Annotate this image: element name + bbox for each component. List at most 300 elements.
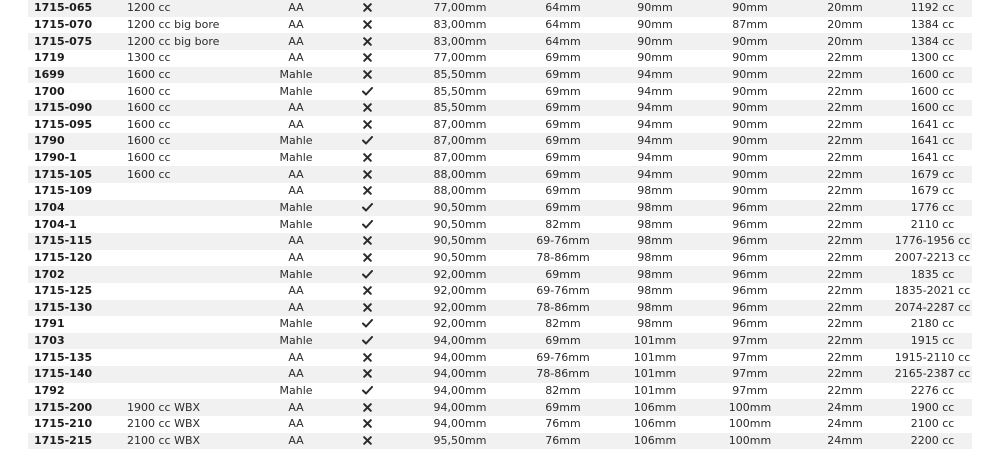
part-number-cell: 1699 <box>28 67 121 84</box>
cross-icon <box>363 417 372 431</box>
cross-icon <box>363 184 372 198</box>
displacement-cell: 2007-2213 cc <box>893 250 972 267</box>
bore-cell: 94,00mm <box>401 333 519 350</box>
brand-cell: AA <box>259 166 333 183</box>
part-number-cell: 1715-065 <box>28 0 121 17</box>
table-row <box>28 416 972 433</box>
cross-icon <box>363 101 372 115</box>
description-cell: 1600 cc <box>121 166 259 183</box>
dimension-a-cell: 94mm <box>607 83 703 100</box>
displacement-cell: 2200 cc <box>893 433 972 450</box>
pin-cell: 20mm <box>797 33 893 50</box>
check-icon <box>362 218 373 232</box>
dimension-a-cell: 98mm <box>607 233 703 250</box>
stroke-cell: 64mm <box>519 0 607 17</box>
pin-cell: 22mm <box>797 200 893 217</box>
bore-cell: 90,50mm <box>401 233 519 250</box>
pin-cell: 22mm <box>797 100 893 117</box>
dimension-a-cell: 101mm <box>607 349 703 366</box>
dimension-a-cell: 90mm <box>607 50 703 67</box>
stroke-cell: 64mm <box>519 33 607 50</box>
bore-cell: 83,00mm <box>401 17 519 34</box>
bore-cell: 92,00mm <box>401 300 519 317</box>
dimension-a-cell: 106mm <box>607 433 703 450</box>
dimension-a-cell: 98mm <box>607 316 703 333</box>
part-number-cell: 1715-105 <box>28 166 121 183</box>
part-number-cell: 1704 <box>28 200 121 217</box>
stroke-cell: 82mm <box>519 383 607 400</box>
availability-cell <box>333 0 401 17</box>
cross-icon <box>363 18 372 32</box>
bore-cell: 85,50mm <box>401 100 519 117</box>
dimension-a-cell: 106mm <box>607 399 703 416</box>
description-cell <box>121 300 259 317</box>
dimension-b-cell: 97mm <box>703 366 797 383</box>
dimension-a-cell: 94mm <box>607 133 703 150</box>
part-number-cell: 1715-210 <box>28 416 121 433</box>
description-cell <box>121 333 259 350</box>
description-cell: 1600 cc <box>121 150 259 167</box>
description-cell <box>121 316 259 333</box>
bore-cell: 92,00mm <box>401 266 519 283</box>
table-row <box>28 316 972 333</box>
cross-icon <box>363 151 372 165</box>
pin-cell: 22mm <box>797 300 893 317</box>
displacement-cell: 1384 cc <box>893 17 972 34</box>
part-number-cell: 1715-115 <box>28 233 121 250</box>
dimension-b-cell: 87mm <box>703 17 797 34</box>
cross-icon <box>363 118 372 132</box>
bore-cell: 88,00mm <box>401 166 519 183</box>
table-row <box>28 133 972 150</box>
stroke-cell: 69mm <box>519 50 607 67</box>
availability-cell <box>333 399 401 416</box>
description-cell: 1300 cc <box>121 50 259 67</box>
dimension-b-cell: 96mm <box>703 200 797 217</box>
pin-cell: 22mm <box>797 116 893 133</box>
stroke-cell: 69mm <box>519 200 607 217</box>
displacement-cell: 1600 cc <box>893 83 972 100</box>
pin-cell: 22mm <box>797 333 893 350</box>
dimension-a-cell: 101mm <box>607 366 703 383</box>
pin-cell: 22mm <box>797 183 893 200</box>
stroke-cell: 64mm <box>519 17 607 34</box>
cross-icon <box>363 51 372 65</box>
bore-cell: 90,50mm <box>401 250 519 267</box>
dimension-b-cell: 90mm <box>703 0 797 17</box>
pin-cell: 20mm <box>797 17 893 34</box>
dimension-a-cell: 106mm <box>607 416 703 433</box>
displacement-cell: 1600 cc <box>893 100 972 117</box>
brand-cell: Mahle <box>259 83 333 100</box>
dimension-a-cell: 101mm <box>607 333 703 350</box>
displacement-cell: 2100 cc <box>893 416 972 433</box>
description-cell: 1600 cc <box>121 133 259 150</box>
description-cell <box>121 266 259 283</box>
dimension-b-cell: 100mm <box>703 399 797 416</box>
dimension-a-cell: 94mm <box>607 100 703 117</box>
stroke-cell: 69mm <box>519 150 607 167</box>
brand-cell: AA <box>259 50 333 67</box>
description-cell: 1600 cc <box>121 67 259 84</box>
table-row <box>28 33 972 50</box>
description-cell <box>121 216 259 233</box>
brand-cell: AA <box>259 300 333 317</box>
description-cell <box>121 383 259 400</box>
pin-cell: 24mm <box>797 433 893 450</box>
brand-cell: AA <box>259 33 333 50</box>
availability-cell <box>333 383 401 400</box>
displacement-cell: 1641 cc <box>893 116 972 133</box>
stroke-cell: 69-76mm <box>519 283 607 300</box>
pin-cell: 22mm <box>797 233 893 250</box>
availability-cell <box>333 150 401 167</box>
check-icon <box>362 134 373 148</box>
cross-icon <box>363 168 372 182</box>
pin-cell: 22mm <box>797 250 893 267</box>
description-cell: 1600 cc <box>121 100 259 117</box>
pin-cell: 22mm <box>797 283 893 300</box>
table-row <box>28 50 972 67</box>
check-icon <box>362 384 373 398</box>
pin-cell: 22mm <box>797 150 893 167</box>
displacement-cell: 2180 cc <box>893 316 972 333</box>
brand-cell: Mahle <box>259 150 333 167</box>
part-number-cell: 1715-095 <box>28 116 121 133</box>
brand-cell: AA <box>259 17 333 34</box>
pin-cell: 22mm <box>797 83 893 100</box>
description-cell <box>121 183 259 200</box>
dimension-b-cell: 90mm <box>703 183 797 200</box>
brand-cell: AA <box>259 116 333 133</box>
pin-cell: 22mm <box>797 316 893 333</box>
availability-cell <box>333 216 401 233</box>
part-number-cell: 1703 <box>28 333 121 350</box>
description-cell: 2100 cc WBX <box>121 433 259 450</box>
description-cell: 1600 cc <box>121 83 259 100</box>
brand-cell: AA <box>259 283 333 300</box>
part-number-cell: 1715-070 <box>28 17 121 34</box>
table-row <box>28 116 972 133</box>
description-cell <box>121 349 259 366</box>
table-row <box>28 300 972 317</box>
table-row <box>28 283 972 300</box>
dimension-b-cell: 90mm <box>703 83 797 100</box>
bore-cell: 77,00mm <box>401 50 519 67</box>
stroke-cell: 76mm <box>519 416 607 433</box>
description-cell: 1600 cc <box>121 116 259 133</box>
brand-cell: AA <box>259 233 333 250</box>
availability-cell <box>333 316 401 333</box>
dimension-a-cell: 98mm <box>607 266 703 283</box>
brand-cell: AA <box>259 250 333 267</box>
availability-cell <box>333 83 401 100</box>
dimension-b-cell: 90mm <box>703 166 797 183</box>
part-number-cell: 1704-1 <box>28 216 121 233</box>
availability-cell <box>333 17 401 34</box>
displacement-cell: 1900 cc <box>893 399 972 416</box>
part-number-cell: 1715-125 <box>28 283 121 300</box>
brand-cell: AA <box>259 183 333 200</box>
dimension-a-cell: 94mm <box>607 150 703 167</box>
dimension-b-cell: 97mm <box>703 333 797 350</box>
availability-cell <box>333 300 401 317</box>
table-row <box>28 250 972 267</box>
pin-cell: 22mm <box>797 67 893 84</box>
availability-cell <box>333 333 401 350</box>
description-cell <box>121 200 259 217</box>
bore-cell: 87,00mm <box>401 116 519 133</box>
dimension-b-cell: 90mm <box>703 100 797 117</box>
availability-cell <box>333 366 401 383</box>
pin-cell: 22mm <box>797 216 893 233</box>
pin-cell: 24mm <box>797 399 893 416</box>
stroke-cell: 69mm <box>519 333 607 350</box>
displacement-cell: 2165-2387 cc <box>893 366 972 383</box>
availability-cell <box>333 250 401 267</box>
brand-cell: Mahle <box>259 383 333 400</box>
bore-cell: 94,00mm <box>401 349 519 366</box>
dimension-a-cell: 101mm <box>607 383 703 400</box>
bore-cell: 95,50mm <box>401 433 519 450</box>
brand-cell: Mahle <box>259 133 333 150</box>
bore-cell: 90,50mm <box>401 216 519 233</box>
part-number-cell: 1715-109 <box>28 183 121 200</box>
cross-icon <box>363 351 372 365</box>
part-number-cell: 1715-130 <box>28 300 121 317</box>
check-icon <box>362 334 373 348</box>
stroke-cell: 69mm <box>519 83 607 100</box>
displacement-cell: 1679 cc <box>893 166 972 183</box>
stroke-cell: 69mm <box>519 133 607 150</box>
brand-cell: AA <box>259 349 333 366</box>
brand-cell: AA <box>259 366 333 383</box>
availability-cell <box>333 116 401 133</box>
dimension-a-cell: 98mm <box>607 183 703 200</box>
pin-cell: 22mm <box>797 166 893 183</box>
bore-cell: 94,00mm <box>401 366 519 383</box>
dimension-b-cell: 96mm <box>703 233 797 250</box>
part-number-cell: 1715-120 <box>28 250 121 267</box>
pin-cell: 22mm <box>797 133 893 150</box>
bore-cell: 94,00mm <box>401 383 519 400</box>
dimension-a-cell: 98mm <box>607 250 703 267</box>
pin-cell: 22mm <box>797 383 893 400</box>
dimension-b-cell: 97mm <box>703 383 797 400</box>
stroke-cell: 69mm <box>519 399 607 416</box>
brand-cell: AA <box>259 399 333 416</box>
part-number-cell: 1715-140 <box>28 366 121 383</box>
brand-cell: AA <box>259 100 333 117</box>
table-row <box>28 67 972 84</box>
check-icon <box>362 85 373 99</box>
stroke-cell: 78-86mm <box>519 250 607 267</box>
dimension-a-cell: 98mm <box>607 200 703 217</box>
displacement-cell: 1835 cc <box>893 266 972 283</box>
description-cell: 1200 cc <box>121 0 259 17</box>
bore-cell: 85,50mm <box>401 67 519 84</box>
part-number-cell: 1791 <box>28 316 121 333</box>
stroke-cell: 82mm <box>519 316 607 333</box>
dimension-b-cell: 90mm <box>703 67 797 84</box>
stroke-cell: 69mm <box>519 166 607 183</box>
cross-icon <box>363 234 372 248</box>
bore-cell: 94,00mm <box>401 416 519 433</box>
bore-cell: 87,00mm <box>401 150 519 167</box>
availability-cell <box>333 349 401 366</box>
cross-icon <box>363 434 372 448</box>
dimension-a-cell: 98mm <box>607 216 703 233</box>
table-row <box>28 333 972 350</box>
availability-cell <box>333 233 401 250</box>
dimension-a-cell: 90mm <box>607 17 703 34</box>
table-row <box>28 183 972 200</box>
table-row <box>28 433 972 450</box>
table-body <box>28 0 972 449</box>
pin-cell: 22mm <box>797 266 893 283</box>
dimension-b-cell: 90mm <box>703 33 797 50</box>
check-icon <box>362 268 373 282</box>
table-row <box>28 150 972 167</box>
dimension-b-cell: 90mm <box>703 50 797 67</box>
table-row <box>28 100 972 117</box>
stroke-cell: 78-86mm <box>519 300 607 317</box>
cross-icon <box>363 1 372 15</box>
bore-cell: 94,00mm <box>401 399 519 416</box>
stroke-cell: 69mm <box>519 266 607 283</box>
displacement-cell: 1641 cc <box>893 150 972 167</box>
availability-cell <box>333 166 401 183</box>
availability-cell <box>333 67 401 84</box>
description-cell: 1200 cc big bore <box>121 33 259 50</box>
stroke-cell: 69mm <box>519 116 607 133</box>
description-cell <box>121 366 259 383</box>
availability-cell <box>333 283 401 300</box>
description-cell: 2100 cc WBX <box>121 416 259 433</box>
displacement-cell: 2276 cc <box>893 383 972 400</box>
brand-cell: AA <box>259 433 333 450</box>
dimension-b-cell: 100mm <box>703 416 797 433</box>
dimension-a-cell: 98mm <box>607 283 703 300</box>
description-cell <box>121 250 259 267</box>
cross-icon <box>363 284 372 298</box>
table-row <box>28 383 972 400</box>
displacement-cell: 2110 cc <box>893 216 972 233</box>
part-number-cell: 1715-075 <box>28 33 121 50</box>
table-row <box>28 17 972 34</box>
availability-cell <box>333 50 401 67</box>
stroke-cell: 82mm <box>519 216 607 233</box>
cross-icon <box>363 401 372 415</box>
stroke-cell: 76mm <box>519 433 607 450</box>
part-number-cell: 1715-135 <box>28 349 121 366</box>
brand-cell: Mahle <box>259 216 333 233</box>
spec-table-container <box>28 0 972 449</box>
description-cell: 1200 cc big bore <box>121 17 259 34</box>
part-number-cell: 1715-215 <box>28 433 121 450</box>
bore-cell: 83,00mm <box>401 33 519 50</box>
table-row <box>28 233 972 250</box>
dimension-b-cell: 96mm <box>703 283 797 300</box>
stroke-cell: 69mm <box>519 100 607 117</box>
displacement-cell: 1776-1956 cc <box>893 233 972 250</box>
dimension-a-cell: 94mm <box>607 166 703 183</box>
brand-cell: Mahle <box>259 200 333 217</box>
stroke-cell: 69-76mm <box>519 349 607 366</box>
cross-icon <box>363 301 372 315</box>
pin-cell: 22mm <box>797 366 893 383</box>
dimension-a-cell: 90mm <box>607 33 703 50</box>
brand-cell: Mahle <box>259 67 333 84</box>
check-icon <box>362 317 373 331</box>
description-cell <box>121 283 259 300</box>
displacement-cell: 1384 cc <box>893 33 972 50</box>
dimension-a-cell: 94mm <box>607 67 703 84</box>
cross-icon <box>363 251 372 265</box>
availability-cell <box>333 133 401 150</box>
brand-cell: Mahle <box>259 316 333 333</box>
dimension-b-cell: 96mm <box>703 316 797 333</box>
availability-cell <box>333 33 401 50</box>
spec-table <box>28 0 972 449</box>
dimension-b-cell: 90mm <box>703 116 797 133</box>
displacement-cell: 1915 cc <box>893 333 972 350</box>
availability-cell <box>333 200 401 217</box>
availability-cell <box>333 433 401 450</box>
dimension-b-cell: 96mm <box>703 266 797 283</box>
pin-cell: 24mm <box>797 416 893 433</box>
part-number-cell: 1700 <box>28 83 121 100</box>
dimension-b-cell: 96mm <box>703 216 797 233</box>
stroke-cell: 78-86mm <box>519 366 607 383</box>
brand-cell: AA <box>259 0 333 17</box>
part-number-cell: 1702 <box>28 266 121 283</box>
dimension-b-cell: 90mm <box>703 133 797 150</box>
table-row <box>28 166 972 183</box>
table-row <box>28 83 972 100</box>
part-number-cell: 1715-200 <box>28 399 121 416</box>
dimension-b-cell: 96mm <box>703 300 797 317</box>
stroke-cell: 69mm <box>519 67 607 84</box>
cross-icon <box>363 68 372 82</box>
dimension-b-cell: 97mm <box>703 349 797 366</box>
dimension-a-cell: 98mm <box>607 300 703 317</box>
availability-cell <box>333 416 401 433</box>
table-row <box>28 266 972 283</box>
dimension-a-cell: 94mm <box>607 116 703 133</box>
part-number-cell: 1790-1 <box>28 150 121 167</box>
stroke-cell: 69-76mm <box>519 233 607 250</box>
dimension-a-cell: 90mm <box>607 0 703 17</box>
displacement-cell: 1300 cc <box>893 50 972 67</box>
bore-cell: 85,50mm <box>401 83 519 100</box>
part-number-cell: 1719 <box>28 50 121 67</box>
pin-cell: 20mm <box>797 0 893 17</box>
cross-icon <box>363 35 372 49</box>
displacement-cell: 1192 cc <box>893 0 972 17</box>
part-number-cell: 1715-090 <box>28 100 121 117</box>
displacement-cell: 1915-2110 cc <box>893 349 972 366</box>
brand-cell: Mahle <box>259 333 333 350</box>
displacement-cell: 1835-2021 cc <box>893 283 972 300</box>
bore-cell: 92,00mm <box>401 283 519 300</box>
table-row <box>28 366 972 383</box>
part-number-cell: 1790 <box>28 133 121 150</box>
bore-cell: 90,50mm <box>401 200 519 217</box>
table-row <box>28 399 972 416</box>
table-row <box>28 0 972 17</box>
bore-cell: 77,00mm <box>401 0 519 17</box>
